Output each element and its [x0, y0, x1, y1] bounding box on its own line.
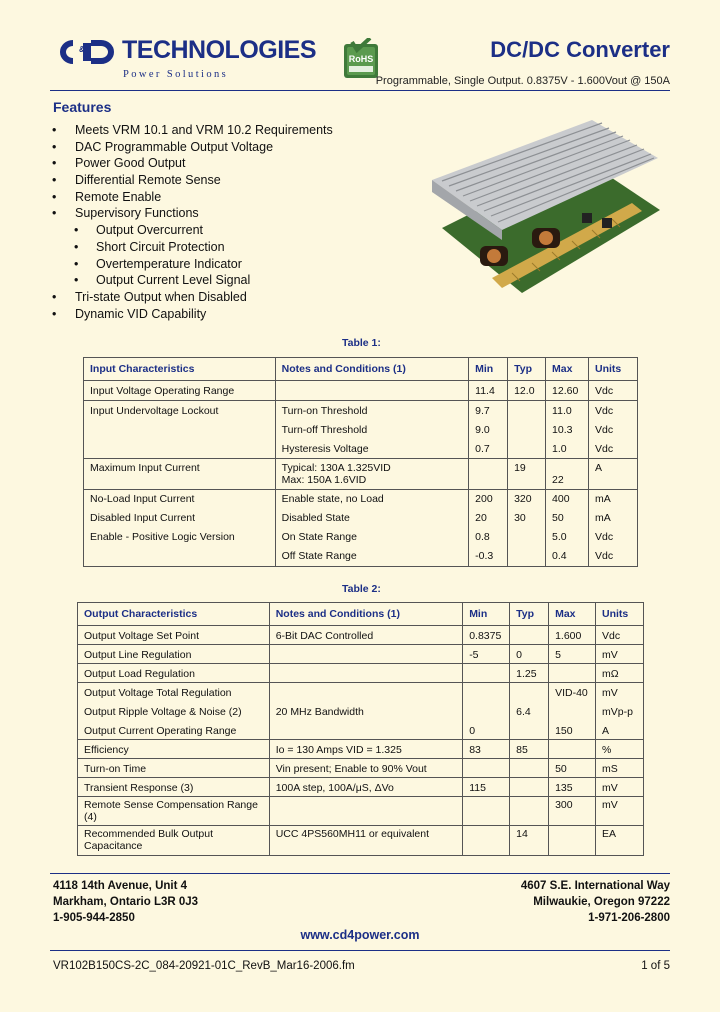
table-cell: 0.8 [469, 527, 508, 546]
table-header: Min [463, 603, 510, 626]
table-cell: 50 [546, 508, 589, 527]
table-row [78, 626, 644, 645]
list-item: • Overtemperature Indicator [52, 256, 333, 273]
left-address-line-1: 4118 14th Avenue, Unit 4 [53, 880, 188, 892]
table-row [78, 702, 644, 721]
table-cell [269, 664, 462, 683]
table-header: Units [589, 358, 638, 381]
table-row [84, 508, 638, 527]
table-header: Input Characteristics [84, 358, 276, 381]
list-item: • Output Current Level Signal [52, 272, 333, 289]
table-cell: 1.0 [546, 439, 589, 459]
table-cell: Typical: 130A 1.325VID [275, 459, 469, 475]
table-cell [508, 439, 546, 459]
table-row [84, 420, 638, 439]
table-cell [463, 702, 510, 721]
table-cell: -0.3 [469, 546, 508, 566]
table-row [84, 546, 638, 566]
table-header-row [78, 603, 644, 626]
table-cell: mΩ [596, 664, 644, 683]
left-phone: 1-905-944-2850 [53, 912, 135, 924]
table-cell: 9.7 [469, 401, 508, 420]
table-cell [510, 778, 549, 797]
table-header: Notes and Conditions (1) [275, 358, 469, 381]
table-cell: Input Undervoltage Lockout [84, 401, 276, 420]
table-cell: Output Voltage Set Point [78, 626, 270, 645]
svg-text:&: & [79, 45, 85, 54]
table-row [84, 459, 638, 475]
table-cell: Enable - Positive Logic Version [84, 527, 276, 546]
table-cell: 30 [508, 508, 546, 527]
list-item: • Supervisory Functions [52, 205, 333, 222]
table-cell: mA [589, 489, 638, 508]
list-item: • Differential Remote Sense [52, 172, 333, 189]
table-cell: 300 [549, 797, 596, 826]
table-cell: Off State Range [275, 546, 469, 566]
table-cell: 400 [546, 489, 589, 508]
table-cell: 100A step, 100A/μS, ΔVo [269, 778, 462, 797]
table-cell: -5 [463, 645, 510, 664]
table-header: Max [549, 603, 596, 626]
table-cell: A [596, 721, 644, 740]
table-cell [463, 664, 510, 683]
table-cell [84, 420, 276, 439]
table-cell: mV [596, 683, 644, 702]
list-item: • Power Good Output [52, 155, 333, 172]
company-logo-text: TECHNOLOGIES [122, 36, 317, 64]
table-cell: 10.3 [546, 420, 589, 439]
table-cell: 0 [510, 645, 549, 664]
table-cell: 22 [546, 474, 589, 489]
table-cell: Disabled State [275, 508, 469, 527]
document-title: DC/DC Converter [490, 37, 670, 62]
table-cell: 12.60 [546, 381, 589, 401]
rohs-badge-icon [342, 38, 380, 82]
table-cell [549, 826, 596, 856]
table-row [78, 759, 644, 778]
table-cell: 0.7 [469, 439, 508, 459]
table-row [84, 381, 638, 401]
table-cell [269, 683, 462, 702]
table-cell: Maximum Input Current [84, 459, 276, 475]
table-cell [508, 420, 546, 439]
table-cell: 320 [508, 489, 546, 508]
table-row [84, 474, 638, 489]
table-cell: Max: 150A 1.6VID [275, 474, 469, 489]
table-cell: 19 [508, 459, 546, 475]
table-cell: 150 [549, 721, 596, 740]
footer-divider [50, 873, 670, 874]
table-cell: 200 [469, 489, 508, 508]
table-cell: Recommended Bulk Output Capacitance [78, 826, 270, 856]
input-characteristics-table [83, 357, 638, 567]
table-cell [549, 664, 596, 683]
table-cell: Hysteresis Voltage [275, 439, 469, 459]
list-item: • Meets VRM 10.1 and VRM 10.2 Requirements [52, 122, 333, 139]
table-cell: 11.4 [469, 381, 508, 401]
table-cell [84, 439, 276, 459]
table-cell: Vdc [589, 527, 638, 546]
table-cell: Output Voltage Total Regulation [78, 683, 270, 702]
features-title: Features [53, 99, 112, 115]
table-cell [469, 474, 508, 489]
table-cell: 115 [463, 778, 510, 797]
table-cell: Remote Sense Compensation Range (4) [78, 797, 270, 826]
table-cell [463, 683, 510, 702]
table-cell [269, 721, 462, 740]
table-cell: 20 MHz Bandwidth [269, 702, 462, 721]
table-cell: 20 [469, 508, 508, 527]
table2-caption: Table 2: [342, 583, 381, 595]
table-row [84, 527, 638, 546]
list-item: • Tri-state Output when Disabled [52, 289, 333, 306]
table-cell: mV [596, 645, 644, 664]
table-cell: No-Load Input Current [84, 489, 276, 508]
page-number: 1 of 5 [641, 960, 670, 972]
table-cell: % [596, 740, 644, 759]
company-logo-subtitle: Power Solutions [123, 69, 229, 80]
table-cell: 12.0 [508, 381, 546, 401]
right-address-line-1: 4607 S.E. International Way [520, 880, 670, 892]
right-phone: 1-971-206-2800 [588, 912, 670, 924]
table-cell [269, 797, 462, 826]
table-cell: 50 [549, 759, 596, 778]
table-cell: 135 [549, 778, 596, 797]
table-cell [275, 381, 469, 401]
right-address-line-2: Milwaukie, Oregon 97222 [533, 896, 670, 908]
table-cell: 83 [463, 740, 510, 759]
table-cell [84, 474, 276, 489]
table-cell: Turn-on Threshold [275, 401, 469, 420]
table-row [78, 797, 644, 826]
table-cell: EA [596, 826, 644, 856]
table-cell: Vdc [589, 546, 638, 566]
table-row [84, 489, 638, 508]
table-cell: 1.600 [549, 626, 596, 645]
table-cell: mV [596, 797, 644, 826]
table-cell: mA [589, 508, 638, 527]
table-row [84, 439, 638, 459]
table1-caption: Table 1: [342, 337, 381, 349]
table-cell: VID-40 [549, 683, 596, 702]
table-cell: Efficiency [78, 740, 270, 759]
table-cell: Vdc [596, 626, 644, 645]
table-cell [508, 527, 546, 546]
list-item: • Short Circuit Protection [52, 239, 333, 256]
table-cell: Turn-off Threshold [275, 420, 469, 439]
cd-logo-icon [53, 40, 121, 64]
table-cell: 0 [463, 721, 510, 740]
website-link[interactable]: www.cd4power.com [300, 928, 420, 942]
table-cell: Input Voltage Operating Range [84, 381, 276, 401]
table-cell: Io = 130 Amps VID = 1.325 [269, 740, 462, 759]
table-cell [589, 474, 638, 489]
table-cell: 0.8375 [463, 626, 510, 645]
document-subtitle: Programmable, Single Output. 0.8375V - 1.600Vout @ 150A [375, 75, 670, 87]
table-cell: 0.4 [546, 546, 589, 566]
table-cell: Output Line Regulation [78, 645, 270, 664]
table-cell: 11.0 [546, 401, 589, 420]
table-cell [510, 626, 549, 645]
table-cell: Output Current Operating Range [78, 721, 270, 740]
table-row [78, 683, 644, 702]
table-cell: 85 [510, 740, 549, 759]
table-header: Min [469, 358, 508, 381]
table-cell: Vdc [589, 439, 638, 459]
table-cell: Turn-on Time [78, 759, 270, 778]
table-cell [546, 459, 589, 475]
left-address-line-2: Markham, Ontario L3R 0J3 [53, 896, 199, 908]
table-cell [469, 459, 508, 475]
table-cell [463, 797, 510, 826]
table-row [78, 778, 644, 797]
table-cell [269, 645, 462, 664]
bottom-divider [50, 950, 670, 951]
table-cell: Vin present; Enable to 90% Vout [269, 759, 462, 778]
table-header: Units [596, 603, 644, 626]
product-photo [432, 118, 662, 308]
document-filename: VR102B150CS-2C_084-20921-01C_RevB_Mar16-2006.fm [53, 960, 355, 972]
table-cell: 6.4 [510, 702, 549, 721]
list-item: • Remote Enable [52, 189, 333, 206]
table-row [84, 401, 638, 420]
table-cell: 1.25 [510, 664, 549, 683]
table-cell [508, 546, 546, 566]
table-cell: A [589, 459, 638, 475]
table-cell: Vdc [589, 401, 638, 420]
table-cell: 6-Bit DAC Controlled [269, 626, 462, 645]
table-cell: UCC 4PS560MH11 or equivalent [269, 826, 462, 856]
table-cell: On State Range [275, 527, 469, 546]
list-item: • Dynamic VID Capability [52, 306, 333, 323]
table-cell: Transient Response (3) [78, 778, 270, 797]
header-divider [50, 90, 670, 91]
table-row [78, 721, 644, 740]
table-cell [508, 474, 546, 489]
list-item: • DAC Programmable Output Voltage [52, 139, 333, 156]
table-cell: Output Ripple Voltage & Noise (2) [78, 702, 270, 721]
table-header: Typ [508, 358, 546, 381]
table-header: Notes and Conditions (1) [269, 603, 462, 626]
table-cell: mV [596, 778, 644, 797]
table-cell: Enable state, no Load [275, 489, 469, 508]
table-cell [510, 721, 549, 740]
table-row [78, 740, 644, 759]
table-cell [508, 401, 546, 420]
table-cell: Vdc [589, 381, 638, 401]
table-cell [510, 683, 549, 702]
svg-text:RoHS: RoHS [348, 54, 374, 64]
table-cell [510, 797, 549, 826]
table-cell [549, 740, 596, 759]
list-item: • Output Overcurrent [52, 222, 333, 239]
table-cell: 5 [549, 645, 596, 664]
table-header: Max [546, 358, 589, 381]
table-cell [510, 759, 549, 778]
table-cell: 9.0 [469, 420, 508, 439]
table-cell: Disabled Input Current [84, 508, 276, 527]
table-header: Typ [510, 603, 549, 626]
output-characteristics-table [77, 602, 644, 856]
table-cell: 14 [510, 826, 549, 856]
table-cell: Output Load Regulation [78, 664, 270, 683]
table-row [78, 645, 644, 664]
table-cell: Vdc [589, 420, 638, 439]
features-list [52, 122, 333, 322]
table-cell: mVp-p [596, 702, 644, 721]
table-cell [463, 759, 510, 778]
table-row [78, 664, 644, 683]
table-row [78, 826, 644, 856]
table-header-row [84, 358, 638, 381]
table-cell [463, 826, 510, 856]
table-cell [84, 546, 276, 566]
table-header: Output Characteristics [78, 603, 270, 626]
table-cell: mS [596, 759, 644, 778]
table-cell [549, 702, 596, 721]
table-cell: 5.0 [546, 527, 589, 546]
